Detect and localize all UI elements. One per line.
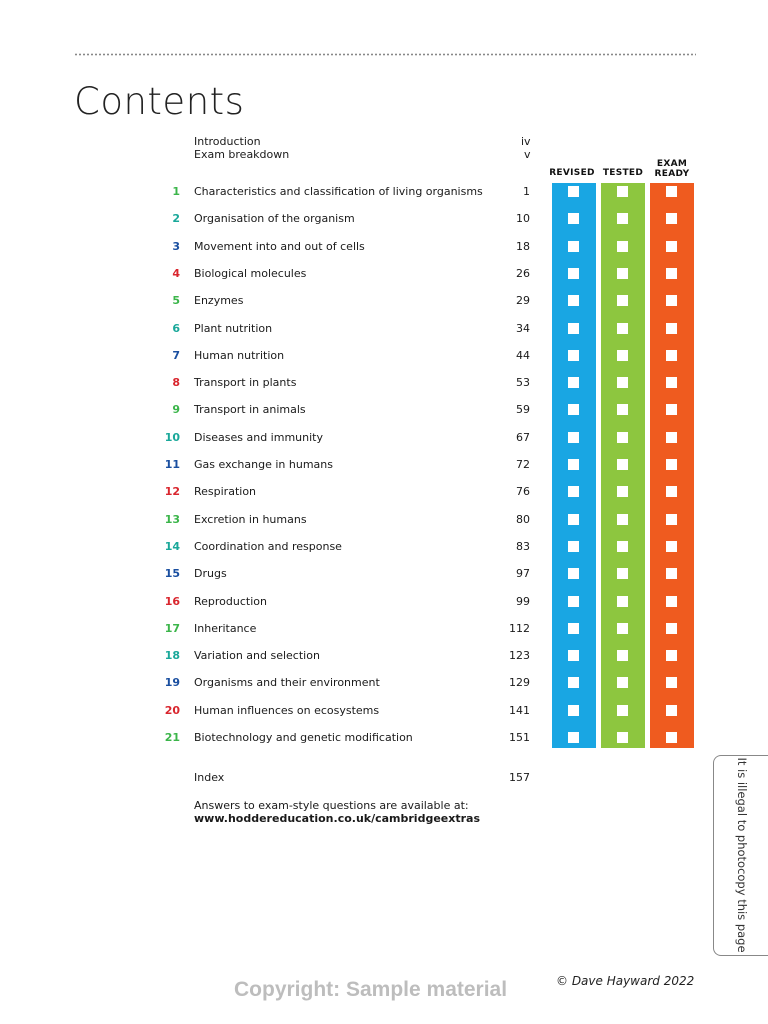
watermark: Copyright: Sample material	[234, 978, 508, 1001]
chapter-number: 12	[164, 485, 180, 499]
chapter-number: 17	[164, 621, 180, 635]
chapter-page: 97	[516, 567, 530, 581]
chapter-row[interactable]	[0, 540, 768, 560]
index-label[interactable]: Index	[194, 771, 225, 784]
chapter-title[interactable]: Drugs	[194, 567, 227, 581]
chapter-page: 112	[509, 621, 530, 635]
exam-ready-header-line1: EXAM	[656, 159, 688, 169]
chapter-row[interactable]	[0, 294, 768, 314]
copyright: © Dave Hayward 2022	[556, 974, 695, 988]
answers-note	[194, 799, 480, 825]
chapter-row[interactable]	[0, 676, 768, 696]
chapter-row[interactable]	[0, 376, 768, 396]
chapter-title[interactable]: Diseases and immunity	[194, 430, 323, 444]
chapter-number: 10	[164, 430, 180, 444]
chapter-page: 83	[516, 539, 530, 553]
chapter-title[interactable]: Organisms and their environment	[194, 676, 380, 690]
chapter-title[interactable]: Human nutrition	[194, 348, 285, 362]
chapter-row[interactable]	[0, 622, 768, 642]
dotted-rule	[74, 53, 696, 56]
chapter-number: 4	[172, 266, 180, 280]
chapter-number: 8	[172, 376, 180, 390]
chapter-number: 7	[172, 348, 180, 362]
chapter-title[interactable]: Human influences on ecosystems	[194, 703, 380, 717]
chapter-row[interactable]	[0, 731, 768, 751]
side-tab-text: It is illegal to photocopy this page	[735, 757, 749, 953]
answers-text: Answers to exam-style questions are available at:	[194, 799, 469, 812]
chapter-number: 16	[164, 594, 180, 608]
exam-ready-column-header	[648, 159, 696, 179]
chapter-title[interactable]: Gas exchange in humans	[194, 458, 333, 471]
chapter-number: 3	[172, 239, 180, 253]
chapter-page: 80	[516, 512, 530, 526]
chapter-number: 11	[164, 458, 180, 471]
exam-breakdown-label[interactable]: Exam breakdown	[194, 148, 290, 161]
page-title: Contents	[74, 80, 245, 123]
chapter-page: 129	[509, 676, 530, 690]
chapter-title[interactable]: Variation and selection	[194, 649, 320, 663]
chapter-row[interactable]	[0, 595, 768, 615]
chapter-number: 9	[172, 403, 180, 417]
exam-ready-header-line2: READY	[654, 169, 690, 179]
chapter-page: 34	[516, 321, 530, 335]
introduction-page: iv	[521, 135, 531, 148]
introduction-label[interactable]: Introduction	[194, 135, 261, 148]
chapter-page: 123	[509, 649, 530, 663]
chapter-page: 72	[516, 458, 530, 471]
answers-link[interactable]: www.hoddereducation.co.uk/cambridgeextras	[194, 812, 480, 825]
chapter-title[interactable]: Biotechnology and genetic modification	[194, 731, 413, 744]
chapter-title[interactable]: Transport in animals	[194, 403, 306, 417]
chapter-number: 20	[164, 703, 180, 717]
chapter-page: 18	[516, 239, 530, 253]
chapter-row[interactable]	[0, 185, 768, 205]
chapter-number: 15	[164, 567, 180, 581]
chapter-title[interactable]: Reproduction	[194, 594, 267, 608]
chapter-page: 26	[516, 266, 530, 280]
chapter-row[interactable]	[0, 458, 768, 478]
chapter-page: 44	[516, 348, 530, 362]
chapter-title[interactable]: Biological molecules	[194, 266, 307, 280]
chapter-row[interactable]	[0, 431, 768, 451]
chapter-title[interactable]: Excretion in humans	[194, 512, 307, 526]
chapter-row[interactable]	[0, 267, 768, 287]
chapter-page: 141	[509, 703, 530, 717]
chapter-title[interactable]: Characteristics and classification of living organisms	[194, 185, 483, 198]
chapter-row[interactable]	[0, 567, 768, 587]
revised-column-header: REVISED	[549, 168, 595, 178]
chapter-title[interactable]: Coordination and response	[194, 539, 342, 553]
chapter-title[interactable]: Movement into and out of cells	[194, 239, 365, 253]
chapter-page: 1	[523, 185, 530, 198]
chapter-number: 1	[172, 185, 180, 198]
chapter-number: 2	[172, 212, 180, 226]
chapter-number: 6	[172, 321, 180, 335]
chapter-title[interactable]: Organisation of the organism	[194, 212, 355, 226]
chapter-title[interactable]: Enzymes	[194, 294, 244, 308]
index-page: 157	[509, 771, 530, 784]
chapter-title[interactable]: Respiration	[194, 485, 257, 499]
chapter-title[interactable]: Inheritance	[194, 621, 257, 635]
chapter-row[interactable]	[0, 513, 768, 533]
chapter-row[interactable]	[0, 349, 768, 369]
chapter-number: 5	[172, 294, 180, 308]
chapter-number: 14	[164, 539, 180, 553]
chapter-page: 53	[516, 376, 530, 390]
chapter-page: 67	[516, 430, 530, 444]
chapter-page: 99	[516, 594, 530, 608]
chapter-number: 18	[164, 649, 180, 663]
chapter-row[interactable]	[0, 704, 768, 724]
chapter-page: 151	[509, 731, 530, 744]
chapter-row[interactable]	[0, 485, 768, 505]
chapter-number: 13	[164, 512, 180, 526]
chapter-page: 76	[516, 485, 530, 499]
chapter-number: 21	[164, 731, 180, 744]
chapter-page: 29	[516, 294, 530, 308]
chapter-row[interactable]	[0, 240, 768, 260]
chapter-row[interactable]	[0, 322, 768, 342]
chapter-title[interactable]: Transport in plants	[194, 376, 297, 390]
chapter-title[interactable]: Plant nutrition	[194, 321, 273, 335]
exam-breakdown-page: v	[524, 148, 531, 161]
chapter-page: 10	[516, 212, 530, 226]
chapter-row[interactable]	[0, 212, 768, 232]
chapter-number: 19	[164, 676, 180, 690]
chapter-row[interactable]	[0, 403, 768, 423]
chapter-page: 59	[516, 403, 530, 417]
chapter-row[interactable]	[0, 649, 768, 669]
tested-column-header: TESTED	[602, 168, 644, 178]
